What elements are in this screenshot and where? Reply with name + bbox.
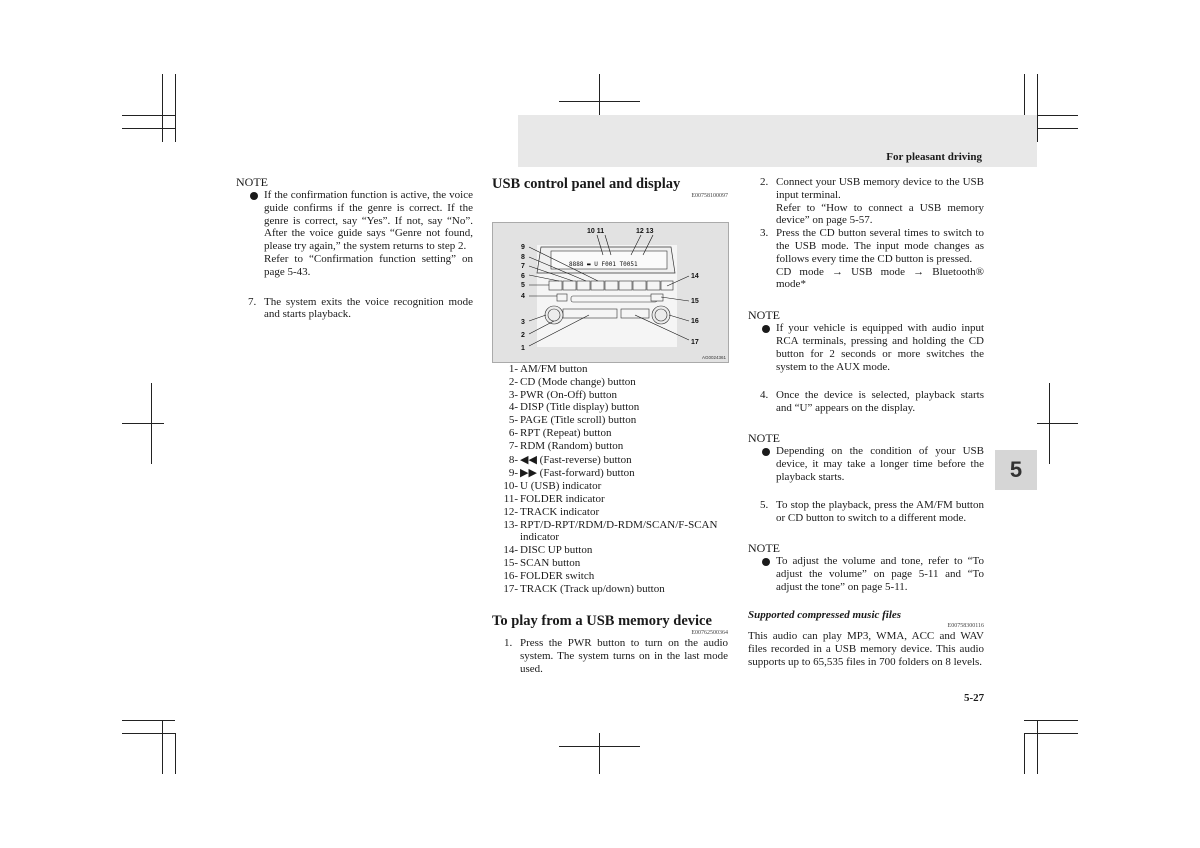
callout-10-11: 10 11	[587, 228, 605, 235]
crop-mark	[599, 733, 600, 774]
note-text: If the confirmation function is active, the voice guide confirms if the genre is correct. If the genre is correct, say “Yes”. If not, say “No”. After the voice guide says “Genre not found, please try again,” the system returns to step 2.	[264, 189, 473, 253]
crop-mark	[1037, 423, 1078, 424]
step-number: 1.	[504, 637, 513, 649]
callout-8: 8	[521, 254, 525, 261]
note-text: If your vehicle is equipped with audio input RCA terminals, pressing and holding the CD button for 2 seconds or more switches the system to the AUX mode.	[776, 322, 984, 373]
callout-4: 4	[521, 293, 525, 300]
list-item: 8- ◀◀ (Fast-reverse) button	[508, 453, 632, 466]
step-number: 7.	[248, 295, 257, 308]
callout-16: 16	[691, 318, 699, 325]
note-bullet	[236, 189, 473, 253]
display-readout: 8888 ▬ U F001 T0051	[569, 261, 638, 268]
list-item: 11- FOLDER indicator	[503, 492, 605, 505]
note-label: NOTE	[748, 308, 780, 323]
crop-mark	[559, 101, 640, 102]
subsection-code: E00758300116	[947, 623, 984, 630]
step-number: 5.	[760, 499, 769, 512]
list-item: 9- ▶▶ (Fast-forward) button	[508, 467, 635, 480]
step-text: Once the device is selected, playback starts and “U” appears on the display.	[776, 389, 984, 415]
crop-mark	[122, 115, 175, 116]
list-item: 4- DISP (Title display) button	[508, 401, 640, 414]
step-number: 2.	[760, 176, 769, 188]
note-text: To adjust the volume and tone, refer to “To adjust the volume” on page 5-11 and “To adjust the tone” on page 5-11.	[776, 554, 984, 593]
list-item: 3- PWR (On-Off) button	[508, 388, 617, 401]
bullet-icon	[762, 558, 770, 566]
note-text: Depending on the condition of your USB device, it may take a longer time before the playback starts.	[776, 444, 984, 483]
left-column	[236, 175, 473, 321]
list-item: 12- TRACK indicator	[503, 505, 600, 518]
callout-3: 3	[521, 319, 525, 326]
step-text: To stop the playback, press the AM/FM button or CD button to switch to a different mode.	[776, 499, 984, 525]
callout-14: 14	[691, 273, 699, 280]
callout-5: 5	[521, 282, 525, 289]
mode-flow-text: CD mode → USB mode → Bluetooth® mode*	[776, 265, 984, 291]
usb-panel-illustration	[493, 223, 728, 362]
usb-play-section	[492, 613, 728, 675]
step-3	[748, 227, 984, 265]
usb-panel-figure	[492, 222, 729, 363]
list-item: 17- TRACK (Track up/down) button	[503, 582, 665, 595]
list-item: 14- DISC UP button	[503, 544, 593, 557]
step-text: Press the CD button several times to switch to the USB mode. The input mode changes as follows every time the CD button is pressed.	[776, 227, 984, 265]
list-item: 7- RDM (Random) button	[508, 439, 624, 452]
middle-column	[492, 176, 728, 200]
mode-flow	[748, 266, 984, 292]
note-bullet	[748, 322, 984, 373]
section-code-2: E00762500364	[691, 630, 728, 636]
bullet-icon	[250, 192, 258, 200]
step-1	[492, 637, 728, 675]
step-number: 4.	[760, 389, 769, 402]
list-item: 10- U (USB) indicator	[503, 480, 602, 493]
callout-15: 15	[691, 298, 699, 305]
step-text: The system exits the voice recognition mode and starts playback.	[264, 295, 473, 321]
bullet-icon	[762, 325, 770, 333]
page-number: 5-27	[964, 692, 985, 704]
note-bullet	[748, 445, 984, 483]
callout-1: 1	[521, 345, 525, 352]
bullet-icon	[762, 448, 770, 456]
section-heading-2: To play from a USB memory device	[492, 613, 712, 629]
crop-mark	[1037, 720, 1038, 774]
right-column	[748, 176, 984, 669]
callout-12-13: 12 13	[636, 228, 654, 235]
callout-6: 6	[521, 273, 525, 280]
crop-mark	[559, 746, 640, 747]
note-label: NOTE	[748, 430, 780, 445]
crop-mark	[1037, 74, 1038, 142]
note-ref-text: Refer to “Confirmation function setting” on page 5-43.	[264, 252, 473, 278]
note-bullet	[748, 555, 984, 593]
step-text: Connect your USB memory device to the USB input terminal.	[776, 176, 984, 201]
subsection-text: This audio can play MP3, WMA, ACC and WAV files recorded in a USB memory device. This audio supports up to 65,535 files in 700 folders on 8 levels.	[748, 630, 984, 668]
note-label: NOTE	[236, 175, 268, 189]
figure-code: AG0024361	[701, 355, 726, 360]
component-list	[492, 363, 728, 595]
section-title: For pleasant driving	[886, 151, 982, 163]
list-item: 6- RPT (Repeat) button	[508, 426, 612, 439]
section-heading: USB control panel and display	[492, 176, 681, 192]
step-ref-text: Refer to “How to connect a USB memory device” on page 5-57.	[776, 201, 984, 227]
note-ref	[236, 253, 473, 279]
list-item: 1- AM/FM button	[508, 363, 588, 375]
chapter-tab: 5	[995, 450, 1037, 490]
list-item: 2- CD (Mode change) button	[508, 375, 636, 388]
crop-mark	[122, 733, 175, 734]
callout-2: 2	[521, 332, 525, 339]
crop-mark	[162, 720, 163, 774]
subsection-title: Supported compressed music files	[748, 609, 902, 622]
callout-9: 9	[521, 244, 525, 251]
list-item: 15- SCAN button	[503, 556, 581, 569]
crop-mark	[162, 74, 163, 142]
step-2	[748, 176, 984, 202]
step-number: 3.	[760, 227, 769, 240]
crop-mark	[175, 74, 176, 142]
crop-mark	[122, 720, 175, 721]
note-label: NOTE	[748, 540, 780, 555]
crop-mark	[1024, 720, 1078, 721]
crop-mark	[122, 128, 175, 129]
crop-mark	[175, 733, 176, 774]
crop-mark	[1024, 733, 1025, 774]
crop-mark	[1024, 733, 1078, 734]
list-item: 13- RPT/D-RPT/RDM/D-RDM/SCAN/F-SCAN indicator	[503, 518, 718, 544]
callout-17: 17	[691, 339, 699, 346]
step-7	[236, 296, 473, 322]
step-5	[748, 499, 984, 525]
step-text: Press the PWR button to turn on the audio system. The system turns on in the last mode used.	[520, 637, 728, 675]
section-code: E00758100097	[691, 193, 728, 199]
step-2-ref	[748, 202, 984, 228]
step-4	[748, 389, 984, 415]
callout-7: 7	[521, 263, 525, 270]
crop-mark	[122, 423, 164, 424]
list-item: 16- FOLDER switch	[503, 569, 595, 582]
list-item: 5- PAGE (Title scroll) button	[508, 414, 637, 427]
